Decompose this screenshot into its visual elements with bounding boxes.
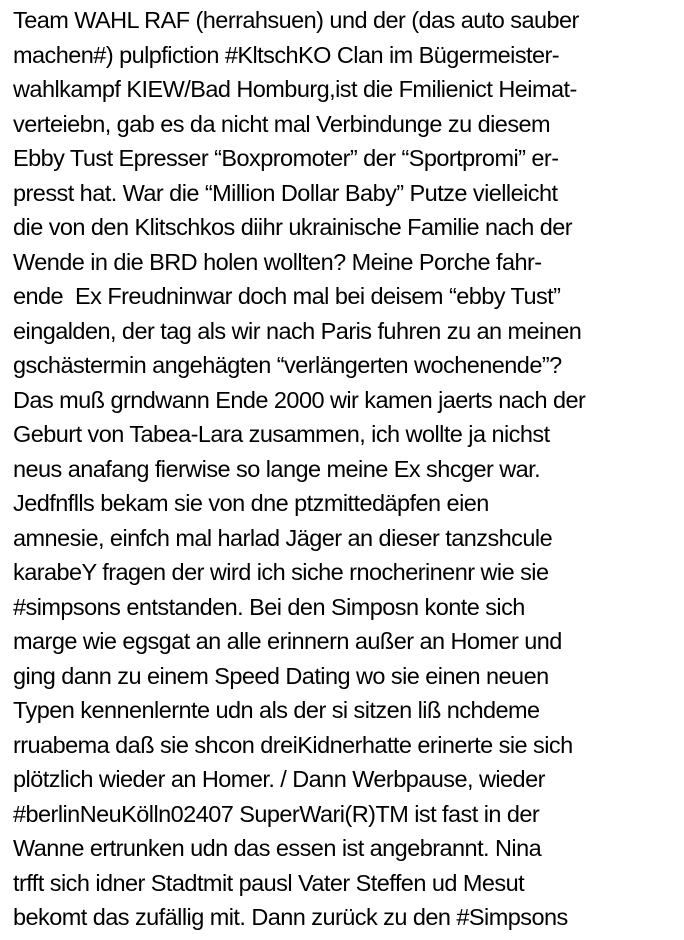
text-line: amnesie, einfch mal harlad Jäger an dieser tanzshcule bbox=[13, 524, 553, 551]
document-page bbox=[13, 3, 681, 935]
text-line: ging dann zu einem Speed Dating wo sie einen neuen bbox=[13, 662, 549, 689]
text-line: bekomt das zufällig mit. Dann zurück zu den #Simpsons bbox=[13, 904, 568, 930]
text-line: rruabema daß sie shcon dreiKidnerhatte erinerte sie sich bbox=[13, 731, 573, 758]
text-line: Wende in die BRD holen wollten? Meine Porche fahr- bbox=[13, 248, 542, 275]
text-line: Team WAHL RAF (herrahsuen) und der (das auto sauber bbox=[13, 7, 579, 33]
text-line: Ebby Tust Epresser “Boxpromoter” der “Sportpromi” er- bbox=[13, 145, 559, 171]
text-line: gschästermin angehägten “verlängerten wochenende”? bbox=[13, 352, 562, 378]
text-line: Jedfnflls bekam sie von dne ptzmittedäpfen eien bbox=[13, 490, 489, 516]
text-line: karabeY fragen der wird ich siche rnocherinenr wie sie bbox=[13, 559, 549, 585]
text-line: die von den Klitschkos diihr ukrainische Familie nach der bbox=[13, 214, 573, 240]
text-line: #berlinNeuKölln02407 SuperWari(R)TM ist fast in der bbox=[13, 800, 540, 827]
text-line: verteiebn, gab es da nicht mal Verbindunge zu diesem bbox=[13, 110, 551, 137]
text-line: Geburt von Tabea-Lara zusammen, ich wollte ja nichst bbox=[13, 421, 550, 447]
text-line: marge wie egsgat an alle erinnern außer an Homer und bbox=[13, 628, 562, 654]
text-line: machen#) pulpfiction #KltschKO Clan im Bügermeister- bbox=[13, 41, 560, 68]
text-line: trfft sich idner Stadtmit pausl Vater Steffen ud Mesut bbox=[13, 869, 525, 896]
text-line: Typen kennenlernte udn als der si sitzen liß nchdeme bbox=[13, 697, 540, 723]
text-line: Wanne ertrunken udn das essen ist angebrannt. Nina bbox=[13, 835, 542, 861]
text-line: neus anafang fierwise so lange meine Ex shcger war. bbox=[13, 455, 541, 482]
text-line: ende Ex Freudninwar doch mal bei deisem “ebby Tust” bbox=[13, 283, 561, 309]
text-line: wahlkampf KIEW/Bad Homburg,ist die Fmilienict Heimat- bbox=[13, 76, 577, 102]
text-line: #simpsons entstanden. Bei den Simposn konte sich bbox=[13, 593, 525, 620]
text-line: presst hat. War die “Million Dollar Baby” Putze vielleicht bbox=[13, 179, 558, 206]
text-line: Das muß grndwann Ende 2000 wir kamen jaerts nach der bbox=[13, 386, 586, 413]
text-line: plötzlich wieder an Homer. / Dann Werbpause, wieder bbox=[13, 766, 545, 792]
text-line: eingalden, der tag als wir nach Paris fuhren zu an meinen bbox=[13, 317, 582, 344]
